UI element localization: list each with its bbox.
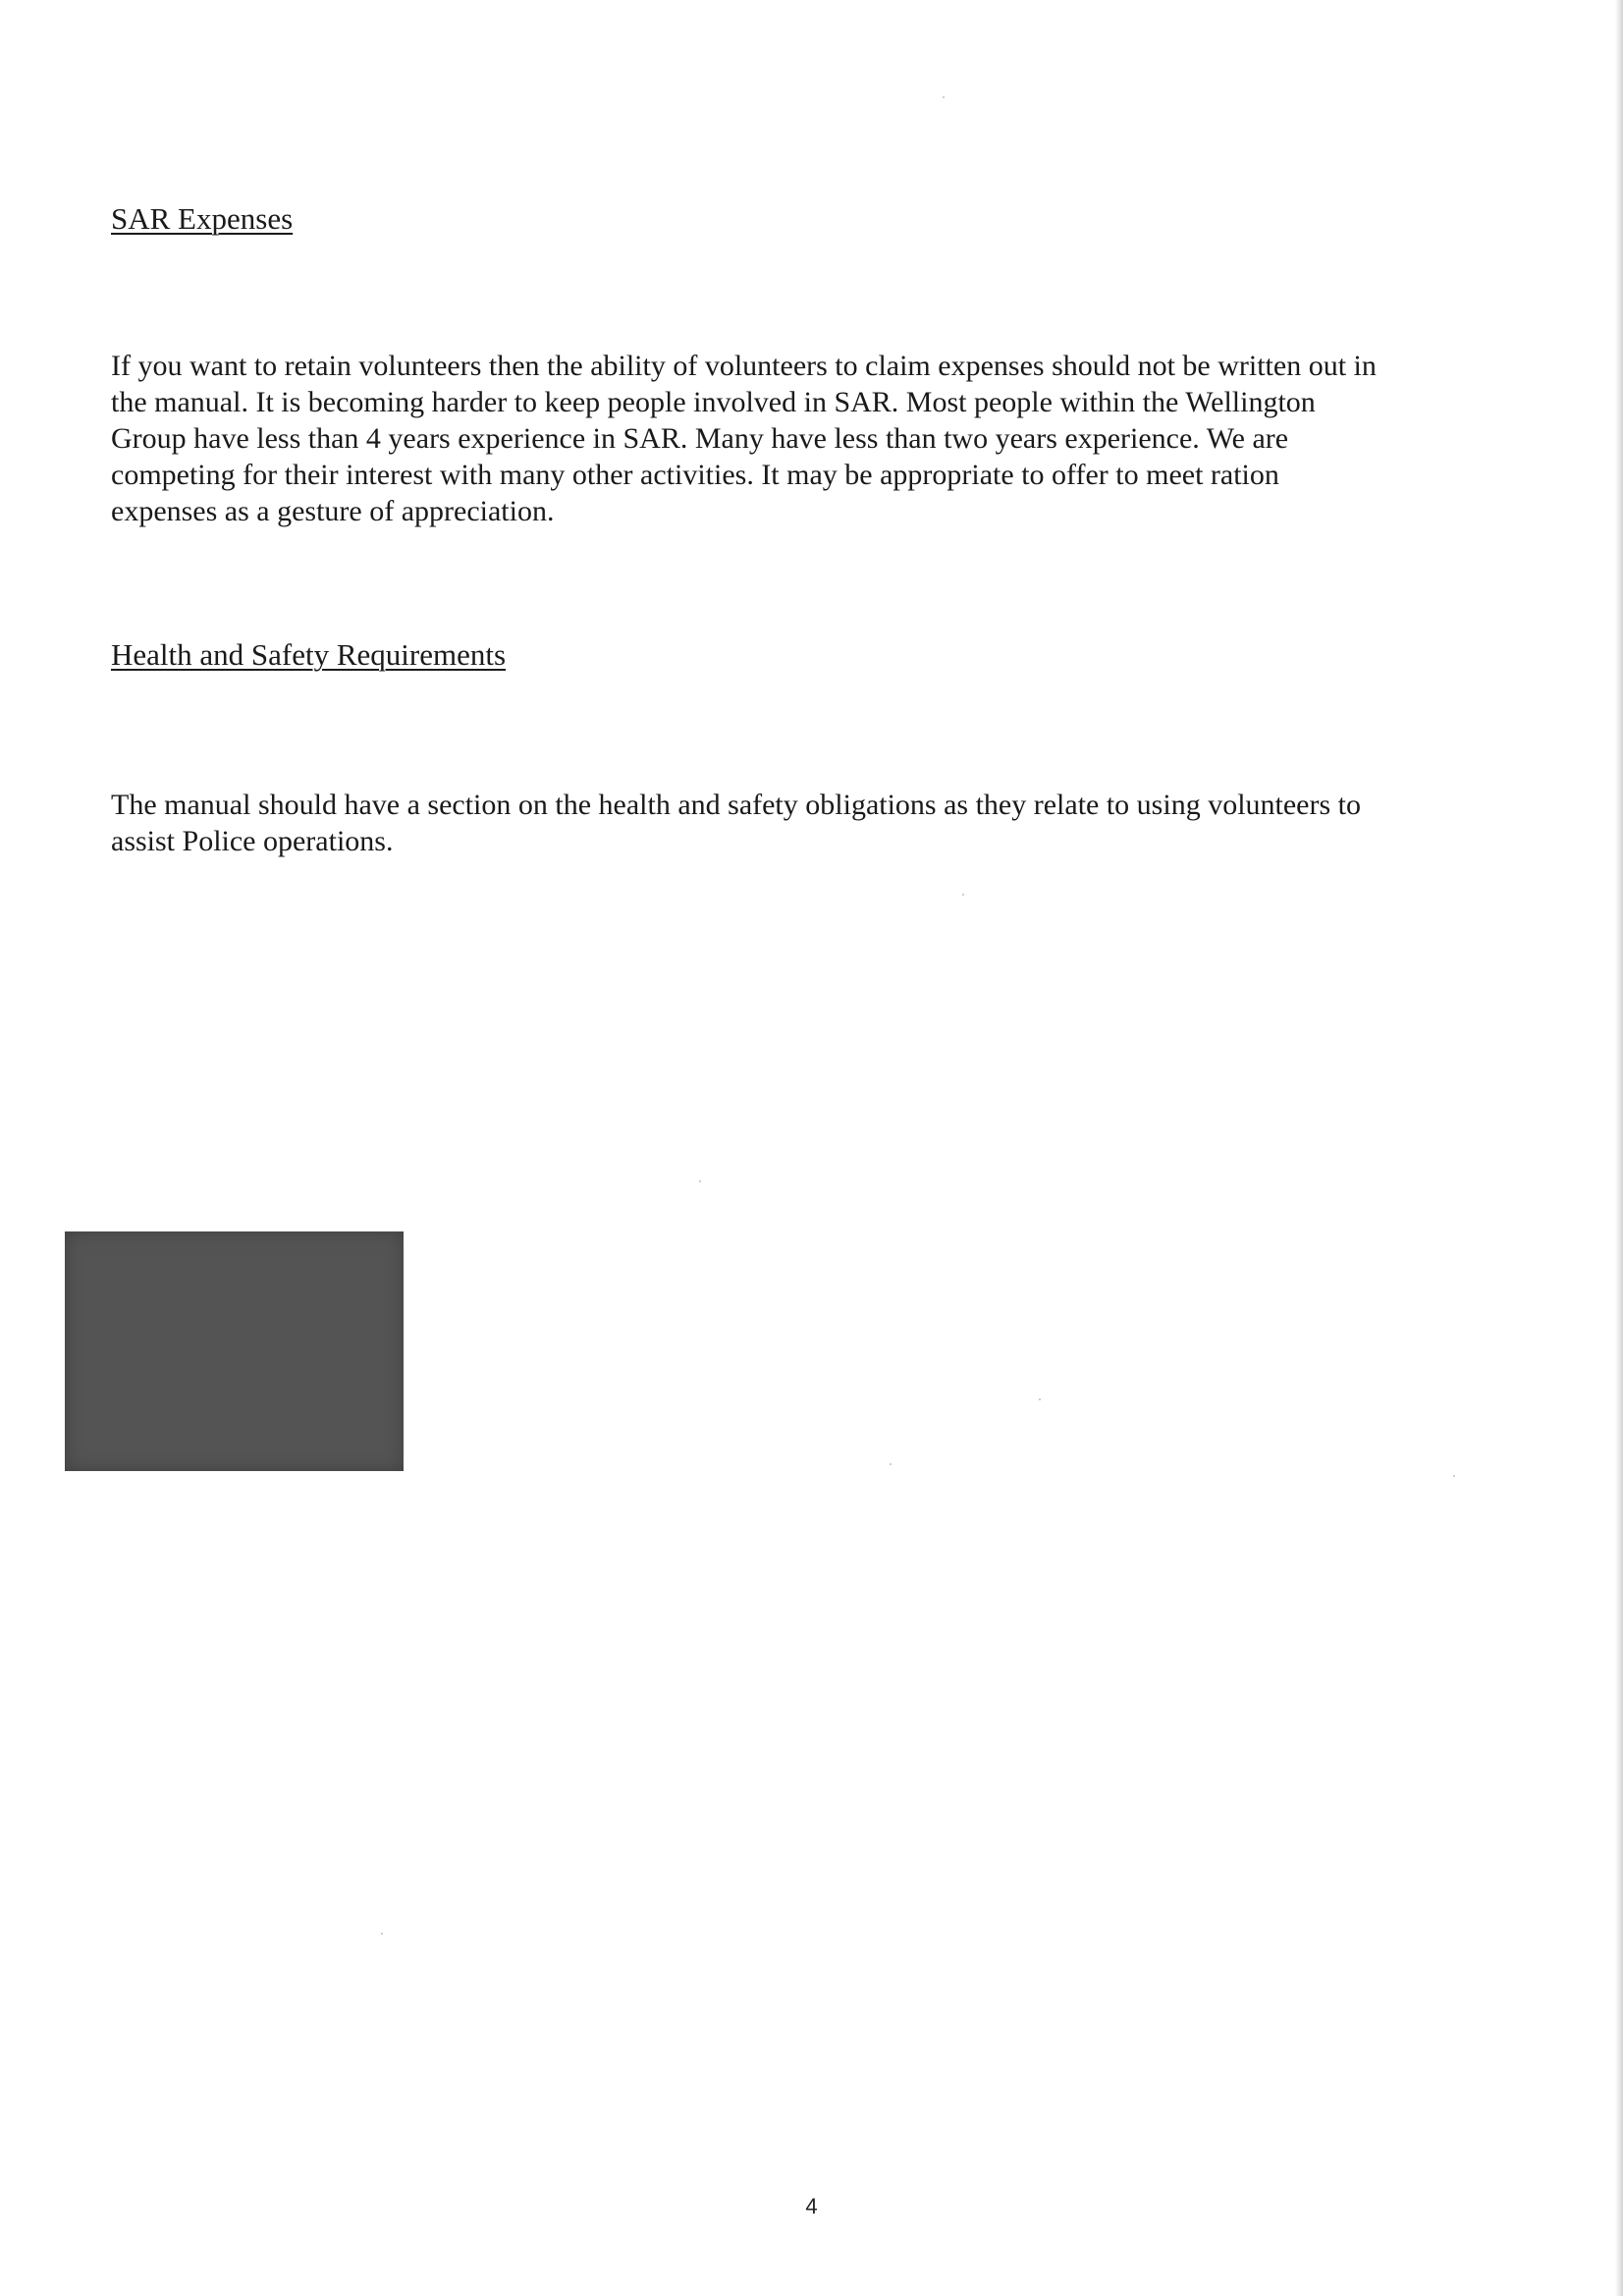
page-number: 4 — [805, 2194, 818, 2218]
scan-speck — [1039, 1398, 1041, 1400]
paragraph-line: If you want to retain volunteers then the ability of volunteers to claim expenses should not be written out in — [111, 350, 1377, 382]
paragraph-line: expenses as a gesture of appreciation. — [111, 495, 555, 527]
paragraph-line: The manual should have a section on the health and safety obligations as they relate to using volunteers to — [111, 789, 1361, 821]
paragraph-line: the manual. It is becoming harder to keep people involved in SAR. Most people within the Wellington — [111, 386, 1316, 418]
section-heading-sar-expenses: SAR Expenses — [111, 201, 294, 236]
paragraph-line: assist Police operations. — [111, 825, 394, 857]
paragraph-sar-expenses — [111, 348, 1486, 529]
scan-speck — [943, 96, 945, 98]
scan-speck — [699, 1180, 701, 1182]
scan-speck — [962, 894, 964, 896]
paragraph-line: Group have less than 4 years experience in SAR. Many have less than two years experience. We are — [111, 422, 1289, 455]
scan-speck — [381, 1933, 383, 1935]
section-heading-health-safety: Health and Safety Requirements — [111, 637, 507, 672]
scan-speck — [1453, 1475, 1455, 1477]
scan-speck — [890, 1463, 892, 1465]
scan-edge-shadow — [1615, 0, 1623, 2296]
paragraph-health-safety — [111, 787, 1486, 859]
redaction-block — [65, 1231, 404, 1471]
paragraph-line: competing for their interest with many other activities. It may be appropriate to offer to meet ration — [111, 459, 1279, 491]
